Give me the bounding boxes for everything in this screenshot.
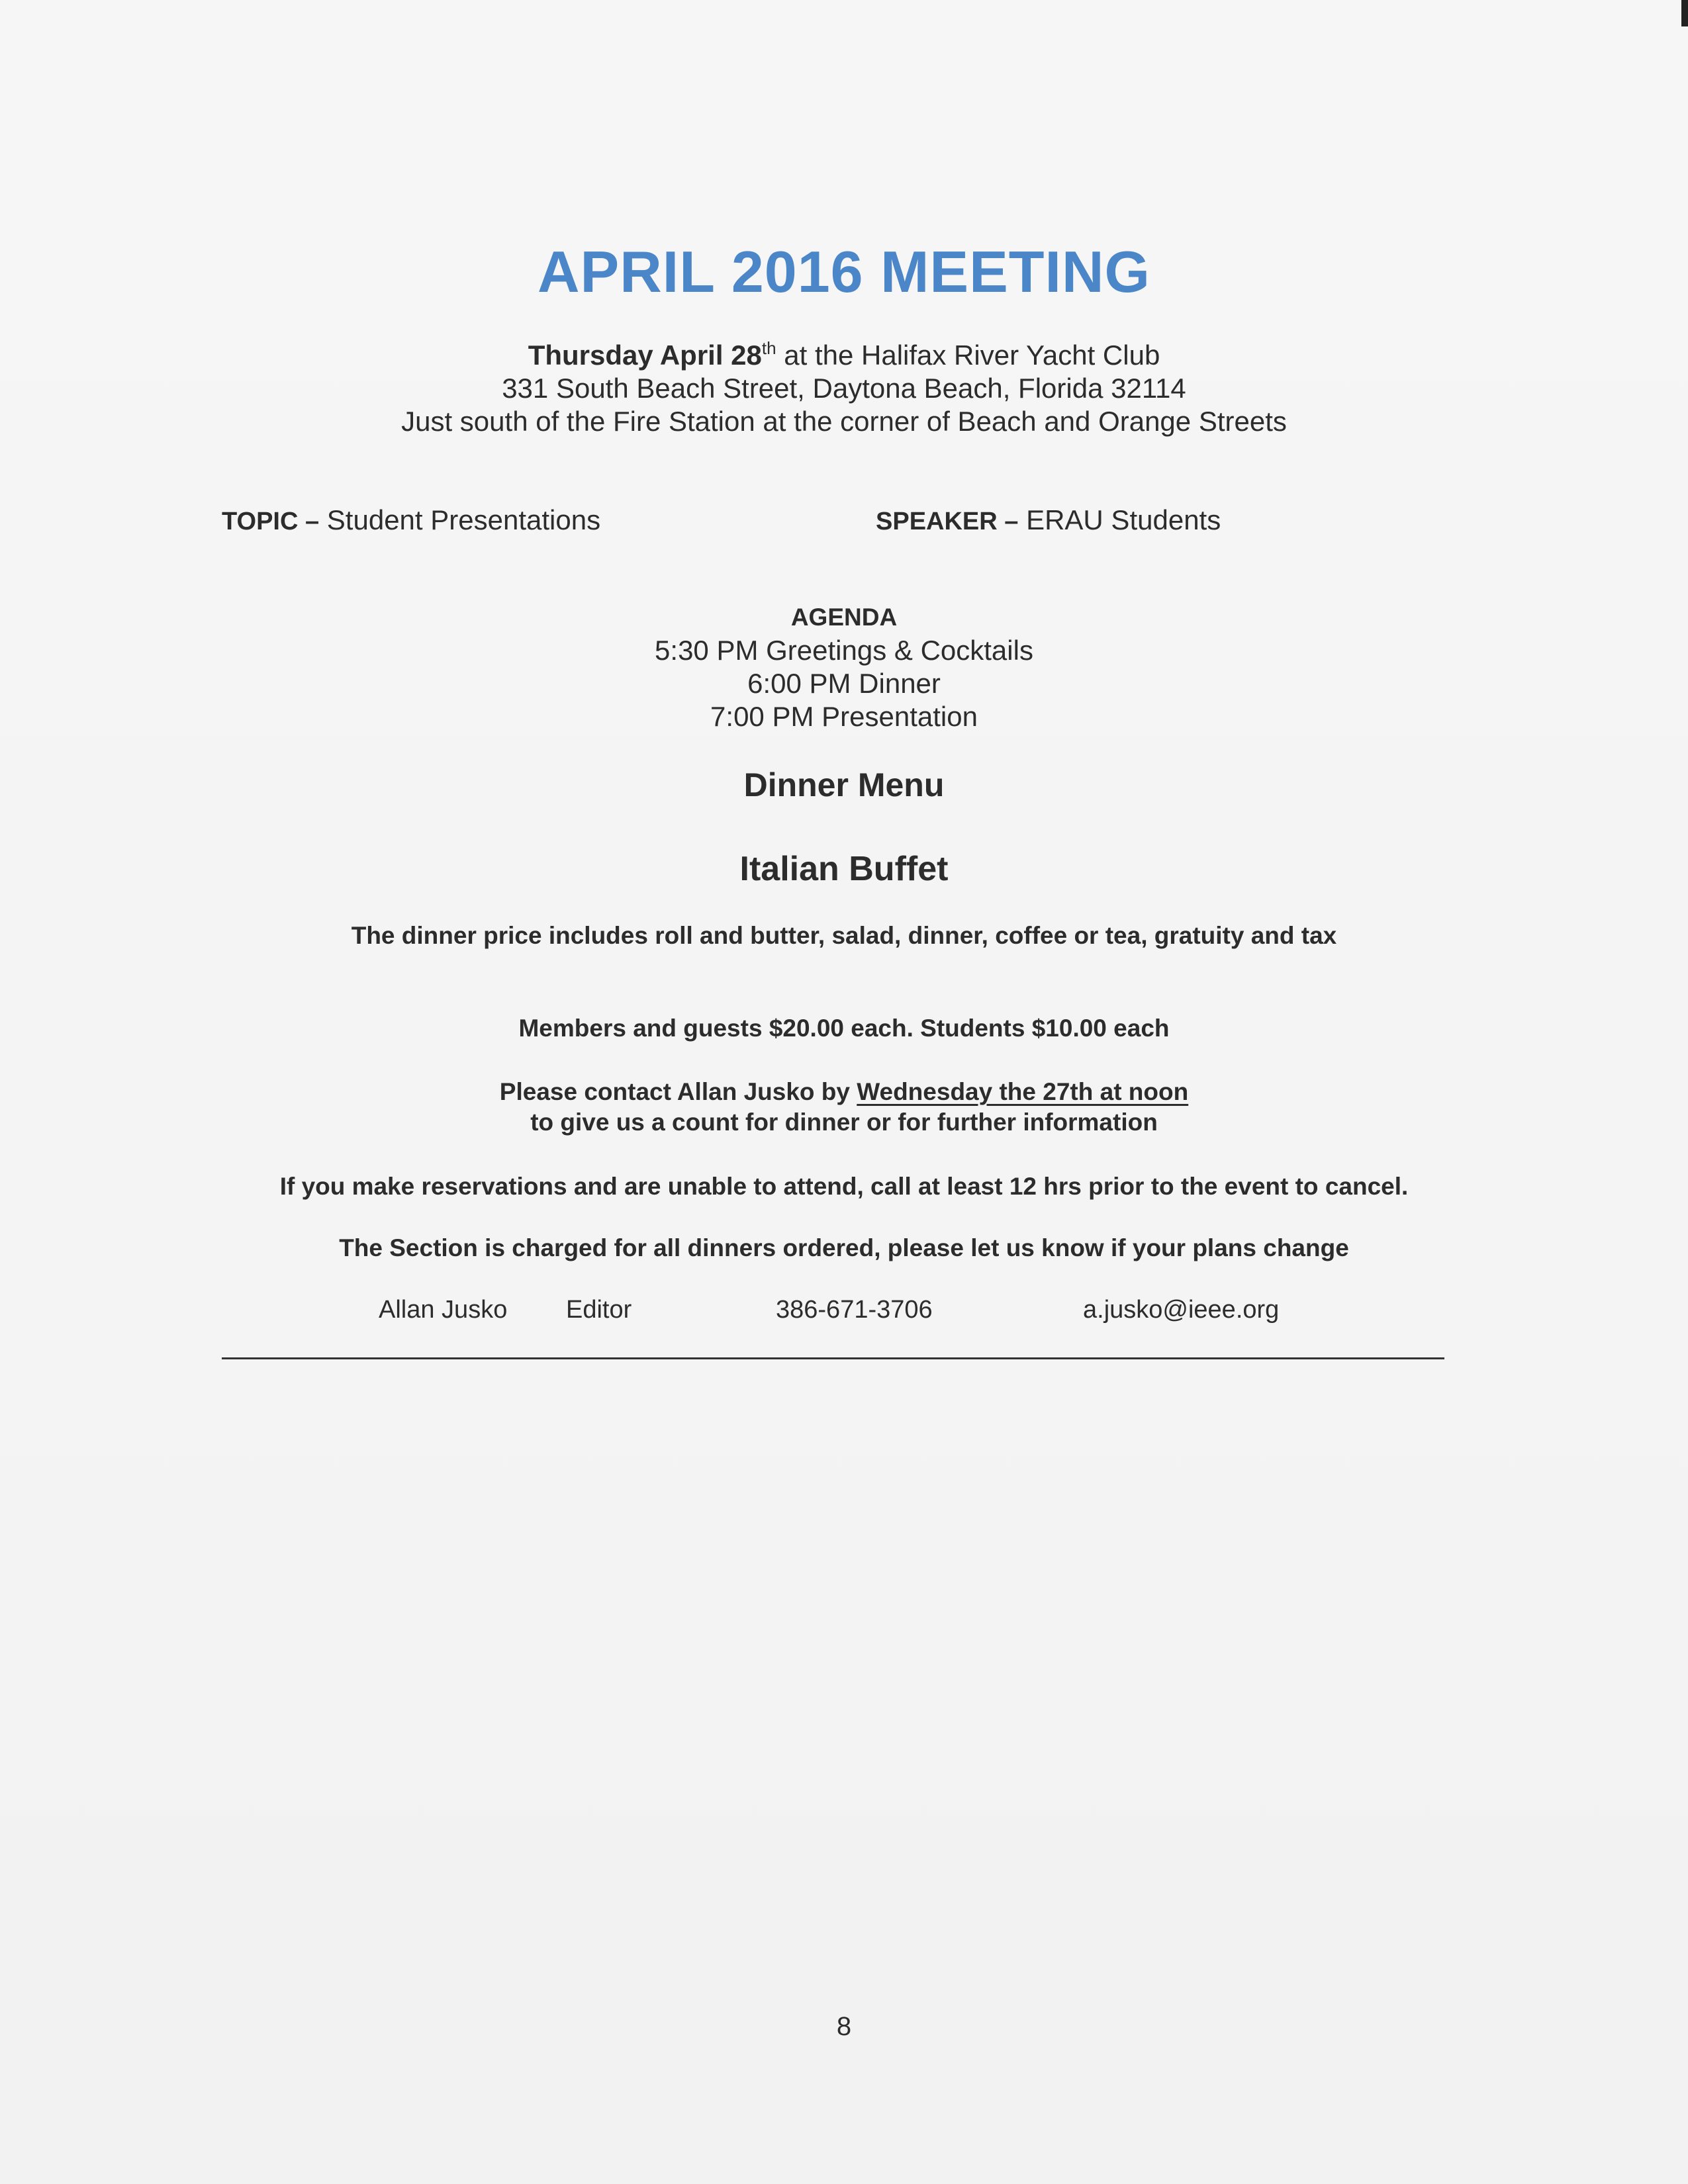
- venue-address: 331 South Beach Street, Daytona Beach, Florida 32114: [502, 373, 1186, 404]
- date-suffix: th: [761, 338, 776, 358]
- speaker-line: [876, 504, 1221, 536]
- dinner-dish-heading: Italian Buffet: [739, 850, 949, 888]
- contact-prefix: Please contact Allan Jusko by: [499, 1078, 857, 1105]
- speaker-label: SPEAKER –: [876, 508, 1019, 535]
- agenda-item: 6:00 PM Dinner: [747, 668, 941, 699]
- meeting-date-venue: [0, 339, 1688, 372]
- page-number: 8: [836, 2012, 852, 2041]
- agenda-item: 5:30 PM Greetings & Cocktails: [655, 635, 1033, 666]
- agenda-heading: AGENDA: [790, 604, 898, 631]
- rsvp-deadline: Wednesday the 27th at noon: [857, 1078, 1189, 1105]
- speaker-value: ERAU Students: [1018, 504, 1221, 535]
- horizontal-rule: [222, 1357, 1444, 1359]
- charged-notice: The Section is charged for all dinners ordered, please let us know if your plans change: [339, 1234, 1349, 1261]
- contact-line: [0, 1078, 1688, 1106]
- venue-directions: Just south of the Fire Station at the corner of Beach and Orange Streets: [401, 406, 1287, 437]
- venue-name: at the Halifax River Yacht Club: [776, 340, 1160, 371]
- topic-value: Student Presentations: [319, 504, 601, 535]
- dinner-includes: The dinner price includes roll and butter, salad, dinner, coffee or tea, gratuity and tax: [351, 922, 1337, 949]
- scan-edge-mark: [1681, 0, 1688, 26]
- cancel-notice: If you make reservations and are unable to attend, call at least 12 hrs prior to the event to cancel.: [279, 1173, 1409, 1200]
- topic-line: [222, 504, 600, 536]
- editor-email: a.jusko@ieee.org: [1083, 1296, 1280, 1324]
- meeting-date: Thursday April 28: [528, 340, 762, 371]
- dinner-prices: Members and guests $20.00 each. Students $10.00 each: [518, 1015, 1170, 1042]
- editor-name: Allan Jusko: [379, 1296, 508, 1324]
- dinner-menu-heading: Dinner Menu: [743, 766, 945, 803]
- page-title: APRIL 2016 MEETING: [538, 239, 1150, 304]
- editor-phone: 386-671-3706: [776, 1296, 933, 1324]
- agenda-item: 7:00 PM Presentation: [710, 701, 978, 732]
- editor-role: Editor: [566, 1296, 632, 1324]
- topic-label: TOPIC –: [222, 508, 320, 535]
- contact-line-2: to give us a count for dinner or for further information: [530, 1109, 1158, 1136]
